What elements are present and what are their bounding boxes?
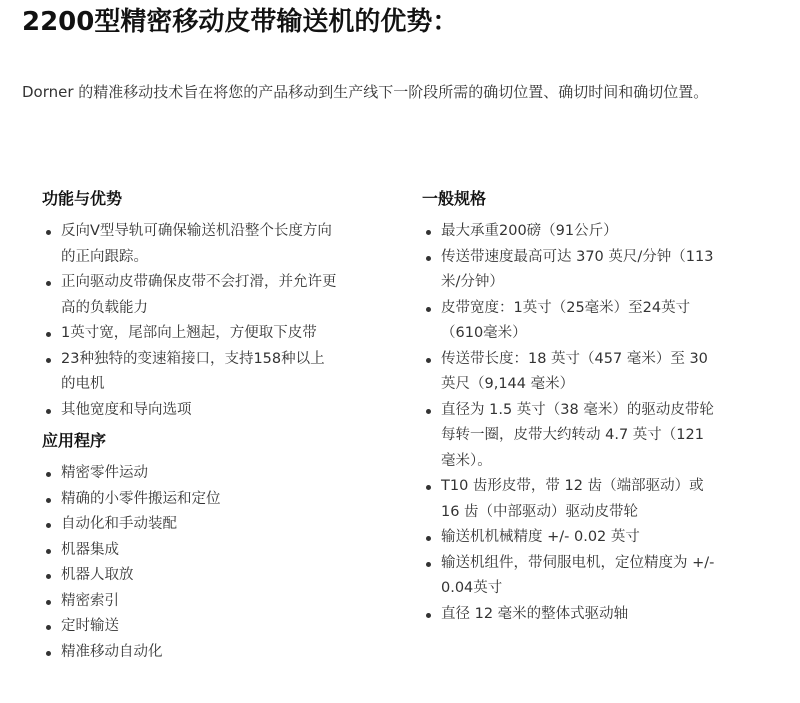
applications-list [42, 461, 342, 665]
list-item: 定时输送 [42, 614, 339, 640]
list-item: 输送机机械精度 +/- 0.02 英寸 [422, 525, 723, 551]
specs-list [422, 219, 732, 627]
list-item: 直径为 1.5 英寸（38 毫米）的驱动皮带轮每转一圈，皮带大约转动 4.7 英寸（121 毫米）。 [422, 398, 723, 475]
list-item: 23种独特的变速箱接口，支持158种以上的电机 [42, 347, 339, 398]
list-item: 精准移动自动化 [42, 640, 339, 666]
list-item: 传送带长度：18 英寸（457 毫米）至 30 英尺（9,144 毫米） [422, 347, 723, 398]
page-title: 2200型精密移动皮带输送机的优势： [22, 7, 459, 37]
list-item: 正向驱动皮带确保皮带不会打滑，并允许更高的负载能力 [42, 270, 339, 321]
intro-paragraph: Dorner 的精准移动技术旨在将您的产品移动到生产线下一阶段所需的确切位置、确切时间和确切位置。 [22, 83, 709, 101]
list-item: 精确的小零件搬运和定位 [42, 487, 339, 513]
list-item: 精密索引 [42, 589, 339, 615]
features-list [42, 219, 342, 423]
list-item: 输送机组件，带伺服电机，定位精度为 +/- 0.04英寸 [422, 551, 723, 602]
list-item: 直径 12 毫米的整体式驱动轴 [422, 602, 723, 628]
applications-heading: 应用程序 [42, 431, 107, 450]
list-item: 最大承重200磅（91公斤） [422, 219, 723, 245]
list-item: 精密零件运动 [42, 461, 339, 487]
left-column [42, 186, 342, 665]
list-item: 传送带速度最高可达 370 英尺/分钟（113 米/分钟） [422, 245, 723, 296]
list-item: T10 齿形皮带，带 12 齿（端部驱动）或 16 齿（中部驱动）驱动皮带轮 [422, 474, 723, 525]
list-item: 机器集成 [42, 538, 339, 564]
list-item: 皮带宽度：1英寸（25毫米）至24英寸（610毫米） [422, 296, 723, 347]
features-heading: 功能与优势 [42, 189, 123, 208]
right-column [422, 186, 732, 627]
specs-heading: 一般规格 [422, 189, 487, 208]
list-item: 反向V型导轨可确保输送机沿整个长度方向的正向跟踪。 [42, 219, 339, 270]
list-item: 机器人取放 [42, 563, 339, 589]
list-item: 1英寸宽，尾部向上翘起，方便取下皮带 [42, 321, 339, 347]
list-item: 其他宽度和导向选项 [42, 398, 339, 424]
list-item: 自动化和手动装配 [42, 512, 339, 538]
